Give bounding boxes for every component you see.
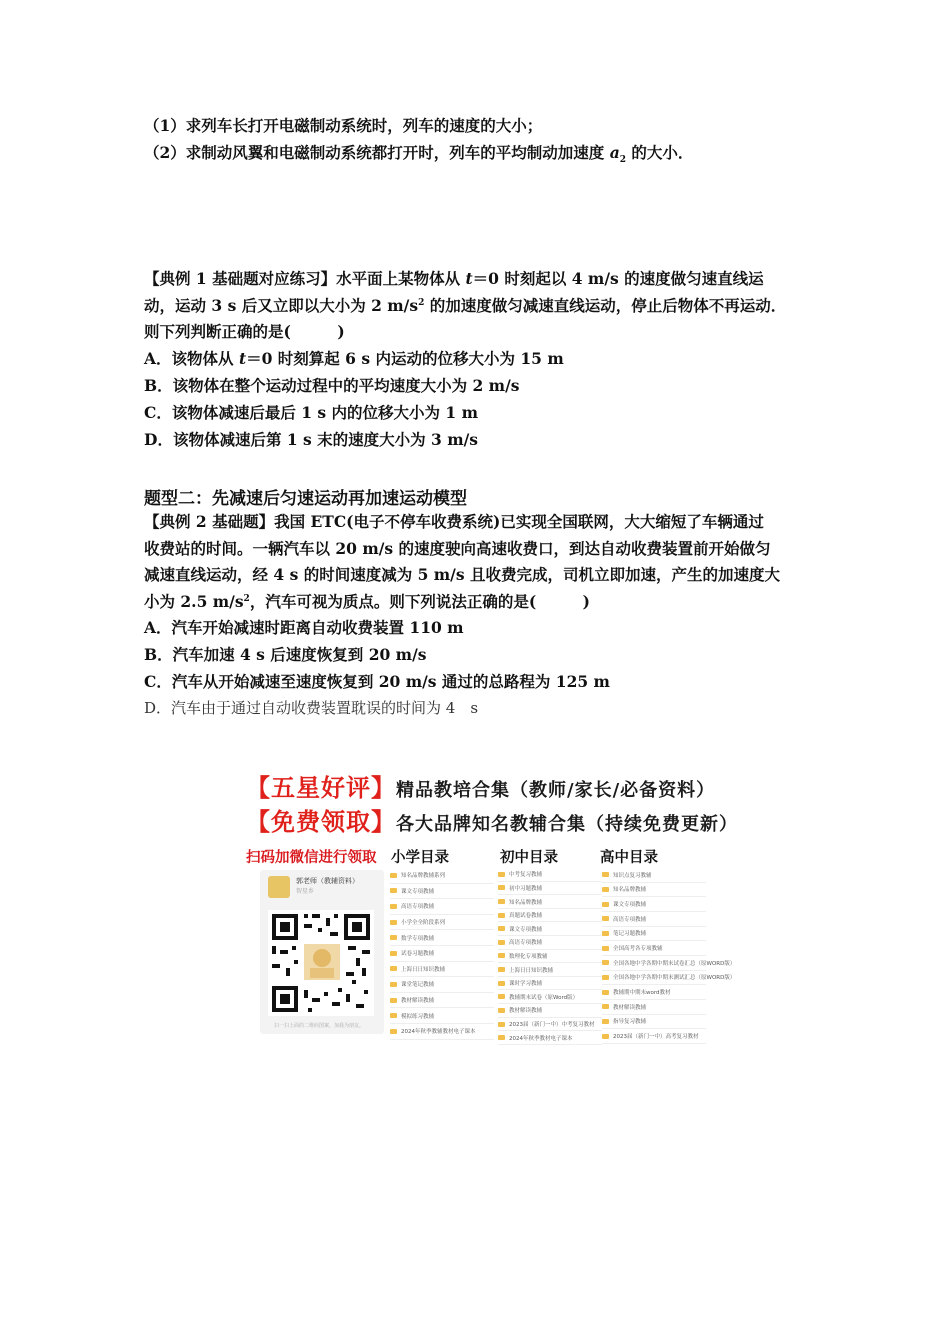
catalog-folder-label: 教材解读教辅: [401, 998, 435, 1005]
catalog-folder-item: [498, 882, 602, 896]
catalog-folder-label: 模拟练习教辅: [401, 1013, 435, 1020]
catalog-folder-label: 小学全全阶段系列: [401, 920, 446, 927]
catalog-folder-label: 知名品牌教辅: [509, 899, 543, 906]
catalog-folder-item: [602, 1000, 706, 1015]
catalog-folder-label: 教材解读教辅: [509, 1008, 543, 1015]
folder-icon: [602, 887, 609, 892]
catalog-folder-label: 课文专项教辅: [509, 926, 543, 933]
catalog-folder-label: 2023届（新门一中）高考复习教材: [613, 1034, 699, 1041]
promo-text-1: 精品教培合集（教师/家长/必备资料）: [396, 780, 716, 801]
catalog-folder-item: [498, 936, 602, 950]
example-2-option-d: D．汽车由于通过自动收费装置耽误的时间为 4 s: [144, 699, 479, 717]
qr-code-icon: [268, 910, 374, 1016]
catalog-folder-item: [498, 1031, 602, 1045]
folder-icon: [390, 982, 397, 987]
catalog-folder-item: [390, 930, 494, 946]
high-catalog-list: [602, 868, 736, 1044]
catalog-folder-item: [390, 977, 494, 993]
catalog-folder-label: 教辅期末试卷（原Word版）: [509, 994, 579, 1001]
catalog-folder-item: [498, 950, 602, 964]
folder-icon: [602, 975, 609, 980]
promo-tag-free: 【免费领取】: [246, 808, 396, 836]
catalog-folder-label: 数学专项教辅: [401, 935, 435, 942]
catalog-folder-item: [498, 1018, 602, 1032]
catalog-folder-label: 指导复习教辅: [613, 1019, 647, 1026]
example-1-option-d: D．该物体减速后第 1 s 末的速度大小为 3 m/s: [144, 430, 479, 449]
catalog-folder-item: [602, 1029, 706, 1044]
folder-icon: [602, 931, 609, 936]
folder-icon: [602, 902, 609, 907]
folder-icon: [390, 935, 397, 940]
folder-icon: [602, 1004, 609, 1009]
folder-icon: [390, 998, 397, 1003]
catalog-folder-item: [390, 1008, 494, 1024]
catalog-folder-label: 高语专项教辅: [401, 904, 435, 911]
catalog-folder-item: [390, 899, 494, 915]
catalog-folder-item: [498, 990, 602, 1004]
catalog-folder-label: 教辅期中期末word教材: [613, 990, 671, 997]
contact-region: 智星乡: [296, 888, 315, 895]
catalog-folder-item: [602, 912, 706, 927]
folder-icon: [390, 888, 397, 893]
catalog-folder-label: 课文专项教辅: [401, 888, 435, 895]
example-1-option-c: C．该物体减速后最后 1 s 内的位移大小为 1 m: [144, 403, 479, 422]
primary-catalog-list: [390, 868, 494, 1040]
catalog-folder-label: 数理化专项教辅: [509, 953, 548, 960]
folder-icon: [498, 872, 505, 877]
section-2-heading: 题型二：先减速后匀速运动再加速运动模型: [144, 489, 467, 509]
catalog-folder-item: [602, 941, 706, 956]
folder-icon: [390, 1013, 397, 1018]
middle-catalog-title: 初中目录: [500, 850, 558, 866]
catalog-folder-label: 知名品牌教辅: [613, 887, 647, 894]
catalog-folder-label: 教材解读教辅: [613, 1004, 647, 1011]
catalog-folder-label: 课堂笔记教辅: [401, 982, 435, 989]
example-2-option-c: C．汽车从开始减速至速度恢复到 20 m/s 通过的总路程为 125 m: [144, 672, 610, 691]
catalog-folder-item: [390, 868, 494, 884]
folder-icon: [498, 953, 505, 958]
promo-text-2: 各大品牌知名教辅合集（持续免费更新）: [396, 814, 738, 835]
folder-icon: [498, 1022, 505, 1027]
folder-icon: [602, 990, 609, 995]
catalog-folder-label: 笔记习题教辅: [613, 931, 647, 938]
catalog-folder-item: [390, 884, 494, 900]
folder-icon: [390, 951, 397, 956]
folder-icon: [602, 946, 609, 951]
catalog-folder-item: [390, 1024, 494, 1040]
folder-icon: [498, 967, 505, 972]
primary-catalog-title: 小学目录: [391, 850, 449, 866]
catalog-folder-item: [602, 956, 736, 971]
catalog-folder-label: 试卷习题教辅: [401, 951, 435, 958]
catalog-folder-item: [602, 927, 706, 942]
example-2-option-a: A．汽车开始减速时距离自动收费装置 110 m: [144, 618, 464, 637]
catalog-folder-label: 上海日日知识教辅: [401, 966, 446, 973]
catalog-folder-label: 课文专项教辅: [613, 902, 647, 909]
folder-icon: [498, 994, 505, 999]
catalog-folder-label: 初中习题教辅: [509, 885, 543, 892]
catalog-folder-item: [498, 922, 602, 936]
folder-icon: [390, 1029, 397, 1034]
catalog-folder-item: [498, 977, 602, 991]
catalog-folder-item: [602, 971, 736, 986]
avatar: [268, 876, 290, 898]
folder-icon: [498, 1035, 505, 1040]
question-part-1: （1）求列车长打开电磁制动系统时，列车的速度的大小；: [144, 116, 543, 135]
folder-icon: [498, 913, 505, 918]
catalog-folder-label: 知识点复习教辅: [613, 872, 652, 879]
folder-icon: [498, 926, 505, 931]
catalog-folder-label: 课时学习教辅: [509, 981, 543, 988]
catalog-folder-item: [390, 946, 494, 962]
card-footer-text: 扫一扫上面的二维码图案，加我为朋友。: [274, 1023, 365, 1029]
question-part-2: （2）求制动风翼和电磁制动系统都打开时，列车的平均制动加速度 $a_2$ 的大小．: [144, 143, 694, 166]
catalog-folder-label: 高语专项教辅: [509, 940, 543, 947]
folder-icon: [498, 885, 505, 890]
high-catalog-title: 高中目录: [600, 850, 658, 866]
catalog-folder-item: [498, 1004, 602, 1018]
catalog-folder-label: 2024年秋季教材电子课本: [509, 1035, 573, 1042]
catalog-folder-label: 全国各地中学各期中期末试卷汇总（原WORD版）: [613, 960, 736, 967]
catalog-folder-label: 真题试卷教辅: [509, 913, 543, 920]
catalog-folder-item: [602, 1015, 706, 1030]
catalog-folder-label: 知名品牌教辅系列: [401, 873, 446, 880]
catalog-folder-item: [602, 897, 706, 912]
folder-icon: [390, 904, 397, 909]
folder-icon: [602, 872, 609, 877]
middle-catalog-list: [498, 868, 602, 1045]
catalog-folder-item: [390, 915, 494, 931]
wechat-contact-card: [260, 870, 384, 1034]
catalog-folder-item: [390, 993, 494, 1009]
catalog-folder-label: 全国高考各专项教辅: [613, 946, 663, 953]
catalog-folder-label: 2023届（新门一中）中考复习教材: [509, 1022, 595, 1028]
example-2-option-b: B．汽车加速 4 s 后速度恢复到 20 m/s: [144, 645, 427, 664]
contact-name: 郭老师（教辅资料）: [296, 877, 359, 885]
folder-icon: [498, 940, 505, 945]
folder-icon: [602, 916, 609, 921]
folder-icon: [602, 1019, 609, 1024]
promo-row-1: [246, 768, 715, 800]
catalog-folder-item: [498, 963, 602, 977]
example-1-option-a: A．该物体从 t＝0 时刻算起 6 s 内运动的位移大小为 15 m: [144, 349, 564, 368]
catalog-folder-label: 2024年秋季教辅教材电子课本: [401, 1029, 476, 1036]
folder-icon: [390, 966, 397, 971]
catalog-folder-item: [602, 868, 706, 883]
catalog-folder-item: [498, 868, 602, 882]
example-1-option-b: B．该物体在整个运动过程中的平均速度大小为 2 m/s: [144, 376, 520, 395]
scan-label: 扫码加微信进行领取: [246, 850, 377, 866]
example-2-stem: 【典例 2 基础题】我国 ETC(电子不停车收费系统)已实现全国联网，大大缩短了车辆通过 收费站的时间。一辆汽车以 20 m/s 的速度驶向高速收费口，到达自动收费装置前开始做匀 减速直线运动，经 4 s 的时间速度减为 5 m/s 且收费完成，司机立即加速，产生的加速度大 小为 2.5 $m/s^2$，汽车可视为质点。则下列说法正确的是( ): [144, 512, 780, 611]
folder-icon: [390, 873, 397, 878]
folder-icon: [602, 1034, 609, 1039]
example-1-stem: 【典例 1 基础题对应练习】水平面上某物体从 t＝0 时刻起以 4 m/s 的速度做匀速直线运 动，运动 3 s 后又立即以大小为 2 $m/s^2$ 的加速度做匀减速直线运动，停止后物体不再运动． 则下列判断正确的是( ): [144, 269, 787, 341]
promo-banner: [246, 768, 738, 1042]
catalog-folder-item: [602, 883, 706, 898]
catalog-folder-item: [498, 895, 602, 909]
catalog-folder-label: 上海日日知识教辅: [509, 967, 554, 974]
folder-icon: [390, 920, 397, 925]
catalog-folder-label: 高语专项教辅: [613, 916, 647, 923]
promo-row-2: [246, 802, 738, 834]
folder-icon: [498, 899, 505, 904]
catalog-folder-item: [390, 962, 494, 978]
catalog-folder-label: 全国各地中学各期中期末测试汇总（原WORD版）: [613, 975, 736, 982]
catalog-folder-item: [498, 909, 602, 923]
folder-icon: [498, 1008, 505, 1013]
catalog-folder-label: 中考复习教辅: [509, 872, 543, 879]
catalog-folder-item: [602, 985, 706, 1000]
promo-tag-rating: 【五星好评】: [246, 774, 396, 802]
folder-icon: [602, 960, 609, 965]
folder-icon: [498, 981, 505, 986]
